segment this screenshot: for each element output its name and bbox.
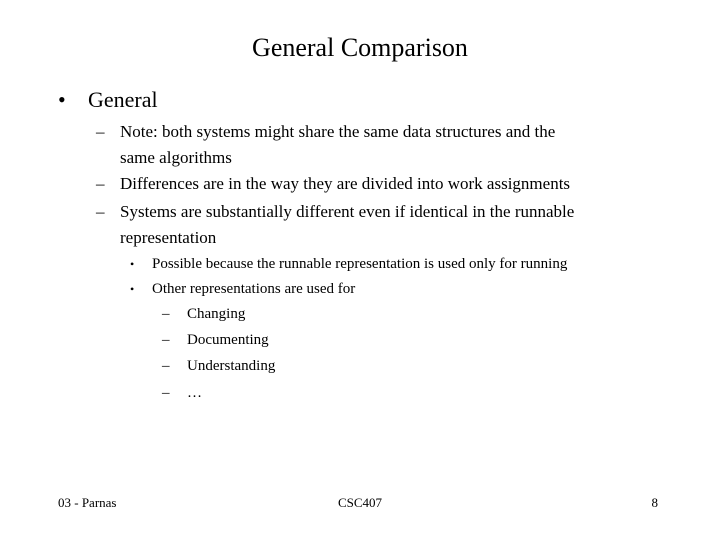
bullet-understanding xyxy=(162,353,462,379)
bullet-icon: • xyxy=(58,87,66,112)
bullet-text: Changing xyxy=(187,306,246,322)
dash-icon: – xyxy=(96,174,105,193)
footer-page-number: 8 xyxy=(651,495,658,510)
bullet-changing xyxy=(162,301,462,327)
bullet-text: Possible because the runnable representation is used only for running xyxy=(152,256,568,272)
bullet-general xyxy=(58,86,678,114)
footer-course: CSC407 xyxy=(337,495,383,510)
bullet-icon: • xyxy=(130,282,135,296)
bullet-possible xyxy=(130,252,690,276)
dash-icon: – xyxy=(96,202,105,221)
bullet-text xyxy=(120,119,666,171)
dash-icon: – xyxy=(162,332,170,348)
dash-icon: – xyxy=(96,122,105,141)
bullet-text-line: Note: both systems might share the same data structures and the xyxy=(120,122,556,141)
bullet-text: Differences are in the way they are divided into work assignments xyxy=(120,174,571,193)
bullet-text: … xyxy=(187,385,202,401)
bullet-icon: • xyxy=(130,257,135,271)
bullet-systems xyxy=(96,199,666,251)
bullet-text: Understanding xyxy=(187,358,276,374)
bullet-text: General xyxy=(88,87,158,112)
bullet-documenting xyxy=(162,327,462,353)
bullet-text xyxy=(120,199,666,251)
bullet-note xyxy=(96,119,666,171)
bullet-text-line: representation xyxy=(120,228,217,247)
dash-icon: – xyxy=(162,358,170,374)
dash-icon: – xyxy=(162,385,170,401)
bullet-text: Other representations are used for xyxy=(152,281,356,297)
bullet-text-line: Systems are substantially different even if identical in the runnable xyxy=(120,202,575,221)
bullet-differences xyxy=(96,171,666,197)
bullet-text: Documenting xyxy=(187,332,269,348)
slide-title: General Comparison xyxy=(252,33,468,62)
footer-author: 03 - Parnas xyxy=(58,495,117,510)
bullet-text-line: same algorithms xyxy=(120,148,232,167)
bullet-other-representations xyxy=(130,277,690,301)
dash-icon: – xyxy=(162,306,170,322)
bullet-ellipsis xyxy=(162,380,462,406)
